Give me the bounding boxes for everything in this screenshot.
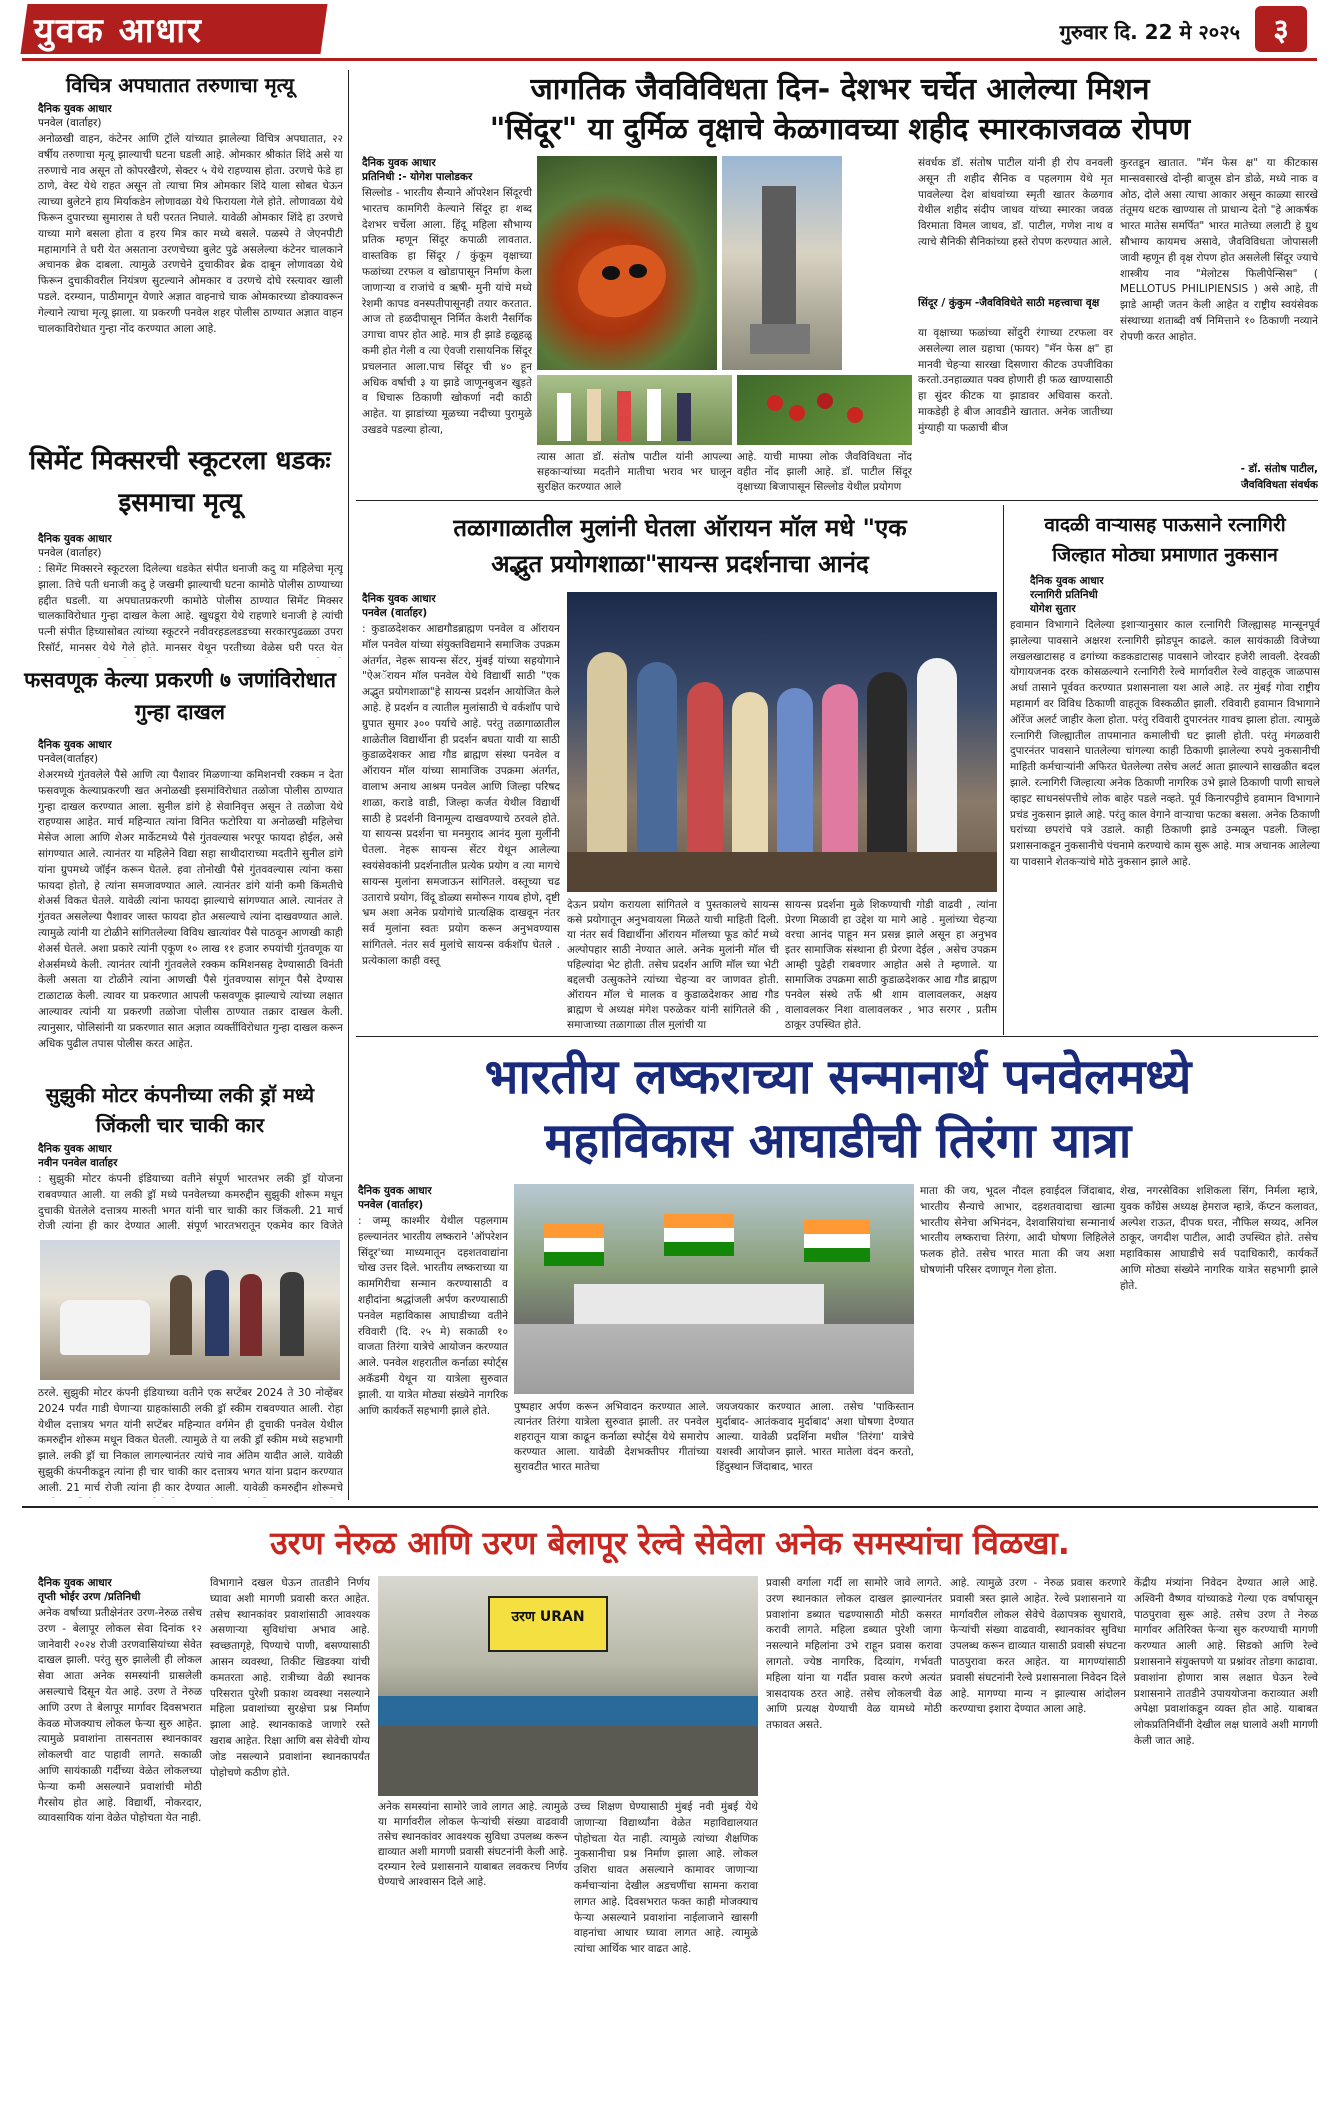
b1-body: सिल्लोड - भारतीय सैन्याने ऑपरेशन सिंदूरची भारतच कामगिरी केल्याने सिंदूर हा शब्द देशभर चर्चेला आला. हिंदू महिला सौभाग्य प्रतिक म्हणून सिंदूर कपाळी लावतात. वास्तविक हा सिंदूर / कुंकूम वृक्षाच्या फळांच्या टरफल व खोडापासून निर्माण केला जाणाऱ्या व राजांचे व ऋषी- मुनी यांचे मध्ये रेशमी कापड वनस्पतीपासूनही तयार करतात. आज तो हळदीपासून निर्मित केशरी नैसर्गिक उगाचा वापर होत आहे. मात्र ही झाडे हळूहळू कमी होत गेली व त्या ऐवजी रासायनिक सिंदूर प्रचलनात आला.पाच सिंदूर ची ४० हून अधिक वर्षाची ३ या झाडे जाणूनबुजन खुड़ते व धिचारू ठिकाणी खोकर्णा नदी काठी आहेत. या झाडांच्या मूळच्या नदीच्या पुरामुळे उखडवे पडल्या होत्या,: [362, 187, 532, 436]
b2-caption-1: देऊन प्रयोग करायला सांगितले व पुस्तकालचे सायन्स कसे प्रयोगातून अनुभवायला मिळते याची माहिती दिली. या नंतर सर्व विद्यार्थीना ऑरायन मॉलच्या फूड कोर्ट मध्ये अल्पोपहार साठी नेण्यात आले. अनेक मुलांनी मॉल ची पहिल्यांदा भेट होती. तसेच प्रदर्शन आणि मॉल च्या भेटी बद्दलची उत्सुकतेने त्यांच्या चेहऱ्या वर जाणवत होती. ऑरायन मॉल चे मालक व कुडाळदेशकर आद्य गौड ब्राह्मण चे अध्यक्ष मंगेश परुळेकर यांनी सांगितले की , समाजाच्या तळागाळा तील मुलांची या: [567, 899, 779, 1030]
b1-byline: दैनिक युवक आधार: [362, 157, 436, 169]
memorial-photo: [722, 156, 842, 370]
b2-caption-2: सायन्स प्रदर्शना मुळे शिकण्याची गोडी वाढवी , त्यांना प्रेरणा मिळावी हा उद्देश या मागे आहे . मुलांच्या चेहऱ्या वरचा आनंद पाहून मन प्रसन्न झाले असून हा अनुभव इतर सामाजिक संस्थाना ही प्रेरणा देईल , असेच उपक्रम आम्ही पुढेही राबवणार आहोत असे ते म्हणाले. या सामाजिक उपक्रमा साठी कुडाळदेशकर आद्य गौड ब्राह्मण पनवेल संस्थे तर्फे श्री शाम वालावलकर, अक्षय वालावलकर निशा वालावलकर , भाउ सरगर , प्रतीम ठाकूर उपस्थित होते.: [785, 899, 997, 1030]
b5-headline: उरण नेरुळ आणि उरण बेलापूर रेल्वे सेवेला अनेक समस्यांचा विळखा.: [270, 1524, 1070, 1562]
b1-column2: संवर्धक डॉ. संतोष पाटील यांनी ही रोप वनवली असून ती शहीद सैनिक व पहलगाम येथे मृत पावलेल्या देश बांधवांच्या स्मृती खातर केळगाव येथील शहीद संदीप जाधव यांच्या स्मारका जवळ विरमाता विमल जाधव, डॉ. पाटील, गणेश नाथ व त्याचे सैनिकी सैनिकांच्या हस्ते रोपण करण्यात आले.: [918, 157, 1113, 248]
b1-column2-body: या वृक्षाच्या फळांच्या सोंदुरी रंगाच्या टरफला वर असलेल्या लाल ग्रहाचा (फायर) "मॅन फेस क्ष" हा मानवी चेहऱ्या सारखा दिसणारा कीटक उपजीविका करतो.उनहाळ्यात पक्व होणारी ही फळ खाण्यासाठी हा सुंदर कीटक या झाडावर अधिवास करतो. माकडेही हे बीज आवडीने खातात. अनेक जातीच्या मुंग्याही या फळाची बीज: [918, 327, 1113, 434]
fruit-photo: [737, 375, 912, 445]
b3-body: हवामान विभागाने दिलेल्या इशाऱ्यानुसार काल रत्नागिरी जिल्ह्यासह मान्सूनपूर्व झालेल्या पावसाने अक्षरश रत्नागिरी झोडपून काढले. काल सायंकाळी विजेच्या लखलखाटासह व ढगांच्या कडकडाटासह पावसाने जोरदार हजेरी लावली. देरवळी योगायजनक दरक कोसळल्याने रत्नागिरी रेल्वे मार्गावरील रेल्वे वाहतूक जाळपास अर्धा तासाने पूर्ववत करण्यात प्रशासनाला यश आले आहे. तर मुंबई गोवा राष्ट्रीय महामार्ग वर विविध ठिकाणी वाहतूक विस्कळीत झाली. रविवारी हवामान विभागाने ऑरेंज अलर्ट जाहीर केला होता. परंतु रविवारी दुपारनंतर गावच झाला होता. त्यामुळे रत्नागिरी जिल्ह्यातील तापमानात कमालीची घट झाली होती. परंतु मंगळवारी दुपारनंतर पावसाने घातलेल्या चांगल्या काही ठिकाणी झालेल्या रुपये नुकसानीची माहिती कर्मचाऱ्यांनी अफिरत घेतलेल्या तसेच अलर्ट आता झाल्याने साखळीत बदल झाले. रत्नागिरी जिल्हात्या अनेक ठिकाणी नागरिक उभे झाले ठिकाणी पाणी साचले व्हाइट साधनसंपत्तीचे लोक बाहेर पडले नव्हते. पूर्व किनारपट्टीचे हवामान विभागाने प्रचंड नुकसान झाले आहे. परंतु काल वेगाने वाऱ्याचा फटका बसला. अनेक ठिकाणी घरांच्या छपरांचे पत्रे उडाले. काही ठिकाणी झाडे उन्मळून पडली. जिल्हा प्रशासनाकडून नुकसानीचे पंचनामे करण्याचे काम सुरू आहे. मात्र अचानक आलेल्या या पावसाने शेतकऱ्यांचे मोठे नुकसान झाले आहे.: [1010, 619, 1320, 868]
children-group-photo: [567, 592, 997, 892]
a4-place: नवीन पनवेल वार्ताहर: [38, 1157, 118, 1169]
b4-place: पनवेल (वार्ताहर): [358, 1199, 424, 1211]
b4-caption-2: जयजयकार करण्यात आला. तसेच 'पाकिस्तान मुर्दाबाद- आतंकवाद मुर्दाबाद' अशा घोषणा देण्यात आल्या. यावेळी प्रदर्शिना मधील 'तिरंगा' यात्रेचे यशस्वी आयोजन झाले. भारत मातेला वंदन करतो, हिंदुस्थान जिंदाबाद, भारत: [716, 1401, 914, 1473]
b3-reporter: योगेश सुतार: [1030, 603, 1076, 615]
a1-headline: विचित्र अपघातात तरुणाचा मृत्यू: [66, 73, 294, 97]
a3-headline: फसवणूक केल्या प्रकरणी ७ जणांविरोधात गुन्हा दाखल: [24, 668, 336, 724]
b1-bottom-rule: [356, 500, 1318, 501]
a3-byline: दैनिक युवक आधार: [38, 739, 112, 751]
b5-place: तृप्ती भोईर उरण /प्रतिनिधी: [38, 1591, 141, 1603]
a4-body-continued: ठरले. सुझुकी मोटर कंपनी इंडियाच्या वतीने एक सप्टेंबर 2024 ते 30 नोव्हेंबर 2024 पर्यंत गाडी घेणाऱ्या ग्राहकांसाठी लकी ड्रॉ स्कीम राबवण्यात आली. रोहा येथील दत्तात्रय भगत यांनी सप्टेंबर महिन्यात वर्गमेन ही दुचाकी पनवेल येथील कमरुद्दीन शोरूम मधून विकत घेतली. त्यामुळे ते या लकी ड्रॉ स्कीम मध्ये सहभागी झाले. लकी ड्रॉ चा निकाल लागल्यानंतर त्यांचे नाव अंतिम यादीत आले. यावेळी सुझुकी कंपनीकडून त्यांना ही चार चाकी कार दत्तात्रय भगत यांना प्रदान करण्यात आली. 21 मार्च रोजी त्यांना ही कार देण्यात आली. यावेळी कमरुद्दीन शोरूमचे: [38, 1387, 343, 1494]
b1-column2-subhead: सिंदूर / कुंकुम -जैवविविधेते साठी महत्त्वाचा वृक्ष: [918, 297, 1100, 309]
b3-byline: दैनिक युवक आधार: [1030, 575, 1104, 587]
b4-column3: माता की जय, भूदल नौदल हवाईदल जिंदाबाद, भारतीय सैन्याचे आभार, दहशतवादाचा खात्मा भारतीय सेनेचा अभिनंदन, देशवासियांचा सन्मानार्थ भारतीय लष्कराचा तिरंगा, आदी घोषणा लिहिलेले फलक होते. तसेच भारत माता की जय अशा घोषणांनी परिसर दणाणून गेला होता.: [920, 1185, 1115, 1276]
b5-byline: दैनिक युवक आधार: [38, 1577, 112, 1589]
a4-body: : सुझुकी मोटर कंपनी इंडियाच्या वतीने संपूर्ण भारतभर लकी ड्रॉ योजना राबवण्यात आली. या लकी ड्रॉ मध्ये पनवेलच्या कमरुद्दीन सुझुकी शोरूम मधून दुचाकी घेतलेले दत्तात्रय मारुती भगत यांनी चार चाकी कार जिंकली. 21 मार्च रोजी त्यांना ही कार देण्यात आली. संपूर्ण भारतभरातून एकमेव कार विजेते: [38, 1173, 343, 1233]
b2-place: पनवेल (वार्ताहर): [362, 607, 428, 619]
a3-body: शेअरमध्ये गुंतवलेले पैसे आणि त्या पैशावर मिळणाऱ्या कमिशनची रक्कम न देता फसवणूक केल्याप्रकरणी खत अनोळखी इसमांविरोधात तळोजा पोलीस ठाण्यात गुन्हा दाखल करण्यात आला. सुनील डांगे हे सेवानिवृत्त असून ते तळोजा येथे राहण्यास आहेत. मार्च महिन्यात त्यांना विनित फटोरिया या अनोळखी महिलेचा मेसेज आला आणि शेअर मार्केटमध्ये पैसे गुंतवल्यास भरपूर फायदा होईल, असे सांगण्यात आले. त्यानंतर या महिलेने विद्या सहा साथीदाराच्या मदतीने सुनील डांगे यांना ग्रुपमध्ये जॉईन करून घेतले. हवा तोनोखी पैसे गुंतववल्यास त्यांना कसा फायदा होतो, हे त्यांना समजावण्यात आले. त्यानंतर डांगे यांनी कमी किंमतीचे शेअर्स विकत घेतले. यावेळी त्यांना फायदा झाल्याचे सांगण्यात आले. त्यानंतर ते गुंतवत असलेल्या पैशावर जास्त फायदा होत असल्याचे त्यांना दाखवण्यात आले. त्यामुळे त्यांनी या टोळीने सांगितलेल्या विविध खात्यांवर पैसे पाठवून आणखी काही शेअर्स घेतले. अशा प्रकारे त्यांनी एकूण १० लाख ११ हजार रुपयांची गुंतवणूक या शेअर्समध्ये केली. त्यानंतर त्यांनी गुंतवलेले रक्कम कमिशनसह देण्यासाठी विनंती केली असता या टोळीने त्यांना आणखी पैसे गुंतवण्यास सांगून पैसे देण्यास टाळाटाळ केली. त्यावर या प्रकरणात आपली फसवणूक झाल्याचे त्यांच्या लक्षात आल्यावर त्यांनी या प्रकरणी तळोजा पोलीस ठाण्यात तक्रार दाखल केली. त्यानुसार, पोलिसांनी या प्रकरणात सात अज्ञात व्यक्तींविरोधात गुन्हा दाखल करून अधिक पुढील तपास पोलीस करत आहेत.: [38, 769, 343, 1050]
b4-headline-line1: भारतीय लष्कराच्या सन्मानार्थ पनवेलमध्ये: [484, 1049, 1192, 1105]
b5-body-4: प्रवासी वर्गाला गर्दी ला सामोरे जावे लागते. उरण स्थानकात लोकल दाखल झाल्यानंतर प्रवाशांना डब्यात चढण्यासाठी मोठी कसरत करावी लागते. महिला डब्यात पुरेशी जागा नसल्याने महिलांना उभे राहून प्रवास करावा लागतो. ज्येष्ठ नागरिक, दिव्यांग, गर्भवती महिला यांना या गर्दीत प्रवास करणे अत्यंत त्रासदायक ठरत आहे. तसेच लोकलची वेळ आणि प्रत्यक्ष येण्याची वेळ यामध्ये मोठी तफावत असते.: [766, 1577, 942, 1732]
b4-body: : जम्मू काश्मीर येथील पहलगाम हल्ल्यानंतर भारतीय लष्कराने 'ऑपरेशन सिंदूर'च्या माध्यमातून दहशतवाद्यांना चोख उत्तर दिले. भारतीय लष्कराच्या या कामगिरीचा सन्मान करण्यासाठी व शहीदांना श्रद्धांजली अर्पण करण्यासाठी पनवेल महाविकास आघाडीच्या वतीने रविवारी (दि. २५ मे) सकाळी १० वाजता तिरंगा यात्रेचे आयोजन करण्यात आले. पनवेल शहरातील कर्नाळा स्पोर्ट्स अकॅडमी येथून या यात्रेला सुरुवात झाली. या यात्रेत मोठ्या संख्येने नागरिक आणि कार्यकर्ते सहभागी झाले होते.: [358, 1215, 508, 1417]
b3-place: रत्नागिरी प्रतिनिधी: [1030, 589, 1098, 601]
a2-body: : सिमेंट मिक्सरने स्कूटरला दिलेल्या धडकेत संपीत धनाजी कदु या महिलेचा मृत्यू झाला. तिचे पती धनाजी कदु हे जखमी झाल्याची घटना कामोठे पोलीस ठाण्याच्या हद्दीत घडली. या अपघातप्रकरणी कामोठे पोलीस ठाण्यात सिमेंट मिक्सर चालकाविरोधात गुन्हा दाखल केला आहे. खुधडूरा येथे राहणारे धनाजी हे त्यांची पत्नी संपीत हिच्यासोबत त्यांच्या स्कूटरने नवीवरहडलडडच्या सरकारपुढळ्ळा उपरा रिसॉर्ट, मानसर येथे गेले होते. मानसर येथून परतीच्या वेळेस घरी परत येत: [38, 563, 343, 654]
tiranga-rally-photo: [514, 1184, 914, 1394]
b1-headline-line1: जागतिक जैवविविधता दिन- देशभर चर्चेत आलेल्या मिशन: [530, 72, 1150, 107]
b4-headline-line2: महाविकास आघाडीची तिरंगा यात्रा: [544, 1113, 1132, 1169]
b2-body: : कुडाळदेशकर आद्यगौडब्राह्मण पनवेल व ऑरायन मॉल पनवेल यांच्या संयुक्तविद्यमाने समाजिक उपक्रम अंतर्गत, नेहरू सायन्स सेंटर, मुंबई यांच्या सहयोगाने "ऐअॅरायन मॉल पनवेल येथे विद्यार्थी साठी "एक अद्भुत प्रयोगशाळा"हे सायन्स प्रदर्शन आयोजित केले आहे. हे प्रदर्शन व त्यातील मुलांसाठी चे वर्कशॉप पाचे ग्रुपात सुमार ३०० पर्याचे आहे. परंतु तळागाळातील शाळेतील विद्यार्थीना ही प्रदर्शन बघता यावी या साठी कुडाळदेशकर आद्य गौड ब्राह्मण संस्था पनवेल व ऑरायन मॉल यांच्या सामाजिक उपक्रमा अंतर्गत, वालाभ अनाथ आश्रम पनवेल आणि जिल्हा परिषद शाळा, कराडे वाडी, जिल्हा कर्जत येथील विद्यार्थी साठी हे प्रदर्शनी विनामूल्य दाखवण्याचे ठरवले होते. या सायन्स प्रदर्शना चा मनमुराद आनंद मुला मुलींनी घेतला. नेहरू सायन्स सेंटर येथून आलेल्या स्वयंसेवकांनी प्रदर्शनातील प्रत्येक प्रयोग व त्या मागचे सायन्स मुलांना समजाऊन सांगितले. वस्तूच्या चढ उताराचे प्रयोग, विंदू डोळ्या समोरून गायब होणे, दृष्टी भ्रम अशा अनेक प्रयोगांचे प्रात्यक्षिक दाखवून नंतर सर्व मुलांना स्वतः प्रयोग करून अनुभवण्यास सांगितले. नंतर सर्व मुलांचे सायन्स वर्कशॉप घेतले . प्रत्येकाला काही वस्तू: [362, 623, 560, 967]
masthead: [0, 0, 1339, 62]
masthead-date: गुरुवार दि. 22 मे २०२५: [1059, 20, 1240, 44]
b5-body-2: विभागाने दखल घेऊन तातडीने निर्णय घ्यावा अशी मागणी प्रवासी करत आहेत. तसेच स्थानकांवर प्रवाशांसाठी आवश्यक असणाऱ्या सुविधांचा अभाव आहे. स्वच्छतागृहे, पिण्याचे पाणी, बसण्यासाठी आसन व्यवस्था, तिकीट खिडक्या यांची कमतरता आहे. रात्रीच्या वेळी स्थानक परिसरात पुरेशी प्रकाश व्यवस्था नसल्याने महिला प्रवाशांच्या सुरक्षेचा प्रश्न निर्माण झाला आहे. स्थानकाकडे जाणारे रस्ते खराब आहेत. रिक्षा आणि बस सेवेची योग्य जोड नसल्याने प्रवाशांना स्थानकापर्यंत पोहोचणे कठीण होते.: [210, 1577, 370, 1779]
a1-byline: दैनिक युवक आधार: [38, 103, 112, 115]
b1-headline-line2: "सिंदूर" या दुर्मिळ वृक्षाचे केळगावच्या शहीद स्मारकाजवळ रोपण: [489, 112, 1191, 147]
a2-headline: सिमेंट मिक्सरची स्कूटरला धडकः इसमाचा मृत्यू: [29, 446, 331, 518]
uran-station-photo: [378, 1576, 758, 1796]
b5-top-rule: [22, 1506, 1318, 1508]
a2-place: पनवेल (वार्ताहर): [38, 547, 102, 559]
masthead-title: युवक आधार: [34, 11, 203, 51]
b5-caption: अनेक समस्यांना सामोरे जावे लागत आहे. त्यामुळे या मार्गावरील लोकल फेऱ्यांची संख्या वाढवावी तसेच स्थानकांवर आवश्यक सुविधा उपलब्ध करून द्याव्यात अशी मागणी प्रवासी संघटनांनी केली आहे. दरम्यान रेल्वे प्रशासनाने याबाबत लवकरच निर्णय घेण्याचे आश्वासन दिले आहे.: [378, 1801, 568, 1888]
people-photo: [537, 375, 732, 445]
b3-headline-line2: जिल्हात मोठ्या प्रमाणात नुकसान: [1052, 544, 1278, 566]
b2-headline-line2: अद्भुत प्रयोगशाळा"सायन्स प्रदर्शनाचा आनंद: [491, 550, 869, 578]
b4-caption-1: पुष्पहार अर्पण करून अभिवादन करण्यात आले. त्यानंतर तिरंगा यात्रेला सुरुवात झाली. तर पनवेल शहरातून यात्रा काढून कर्नाळा स्पोर्ट्स येथे समारोप करण्यात आला. यावेळी देशभक्तीपर गीतांच्या सुरावटीत भारत मातेचा: [514, 1401, 709, 1473]
b2-byline: दैनिक युवक आधार: [362, 593, 436, 605]
a3-place: पनवेल(वार्ताहर): [38, 753, 99, 765]
left-column-divider: [348, 70, 349, 1500]
page-number: ३: [1273, 13, 1289, 48]
b5-body-1: अनेक वर्षांच्या प्रतीक्षेनंतर उरण-नेरुळ तसेच उरण - बेलापूर लोकल सेवा दिनांक १२ जानेवारी २०२४ रोजी उरणवासियांच्या सेवेत दाखल झाली. परंतु सुरु झालेली ही लोकल सेवा आता अनेक समस्यांनी ग्रासलेली असल्याचे दिसून येत आहे. उरण ते नेरुळ आणि उरण ते बेलापूर मार्गावर दिवसभरात केवळ मोजक्याच लोकल फेऱ्या सुरु आहेत. त्यामुळे प्रवाशांना तासनतास स्थानकावर लोकलची वाट पाहावी लागते. सकाळी आणि सायंकाळी गर्दीच्या वेळेत लोकलच्या फेऱ्या कमी असल्याने प्रवाशांची मोठी गैरसोय होत आहे. विद्यार्थी, नोकरदार, व्यावसायिक यांना वेळेत पोहोचता येत नाही.: [38, 1607, 202, 1825]
b1-signature-name: - डॉ. संतोष पाटील,: [1240, 463, 1318, 475]
car-handover-photo: [40, 1240, 340, 1380]
b4-column4: शेख, नगरसेविका शशिकला सिंग, निर्मला म्हात्रे, युवक काँग्रेस अध्यक्ष हेमराज म्हात्रे, कॅप्टन कलावत, अल्पेश राऊत, दीपक घरत, नौफिल सय्यद, अनिल ठाकूर, जगदीश पाटील, आदी उपस्थित होते. तसेच महाविकास आघाडीचे सर्व पदाधिकारी, कार्यकर्ते आणि मोठ्या संख्येने नागरिक यात्रेत सहभागी झाले होते.: [1120, 1185, 1318, 1292]
b2-headline-line1: तळागाळातील मुलांनी घेतला ऑरायन मॉल मधे "एक: [453, 514, 907, 542]
a1-place: पनवेल (वार्ताहर): [38, 117, 102, 129]
b1-place: प्रतिनिधी :- योगेश पालोडकर: [362, 171, 473, 183]
station-sign-text: उरण URAN: [511, 1609, 585, 1625]
b5-body-5: आहे. त्यामुळे उरण - नेरुळ प्रवास करणारे प्रवासी त्रस्त झाले आहेत. रेल्वे प्रशासनाने या मार्गावरील लोकल सेवेचे वेळापत्रक सुधारावे, फेऱ्यांची संख्या वाढवावी, स्थानकांवर सुविधा उपलब्ध करून द्याव्यात यासाठी प्रवासी संघटना पाठपुरावा करत आहेत. या मागण्यांसाठी प्रवासी संघटनांनी रेल्वे प्रशासनाला निवेदन दिले आहे. मागण्या मान्य न झाल्यास आंदोलन करण्याचा इशारा देण्यात आला आहे.: [950, 1577, 1126, 1716]
b5-body-6: केंद्रीय मंत्र्यांना निवेदन देण्यात आले आहे. अश्विनी वैष्णव यांच्याकडे गेल्या एक वर्षापासून पाठपुरावा सुरू आहे. तसेच उरण ते नेरुळ मार्गावर अतिरिक्त फेऱ्या सुरु करण्याची मागणी करण्यात आली आहे. सिडको आणि रेल्वे प्रशासनाने संयुक्तपणे या प्रश्नांवर तोडगा काढावा. प्रवाशांना होणारा त्रास लक्षात घेऊन रेल्वे प्रशासनाने तातडीने उपाययोजना कराव्यात अशी अपेक्षा प्रवाशांकडून व्यक्त होत आहे. याबाबत लोकप्रतिनिधींनी देखील लक्ष घालावे अशी मागणी केली जात आहे.: [1134, 1577, 1318, 1747]
b1-caption-2: आहे. याची माफ्या लोक जैवविविधता नोंद वहीत नोंद झाली आहे. डॉ. पाटील सिंदूर वृक्षाच्या बिजापासून सिल्लोड येथील प्रयोगण: [737, 451, 912, 493]
b1-column3: कुरतडून खातात. "मॅन फेस क्ष" या कीटकास मान्सवसारखे दोन्ही बाजूस डोन डोळे, मध्ये नाक व ओठ, दोले असा त्याचा आकार असून काळ्या सारखे तंतूमय धटक खाण्यास तो प्राधान्य देतो "हे आकर्षक भारत मातेस समर्पित" भारत मातेच्या ललाटी हे ग्रुथ सौभाग्य कायमच असावे, जैवविविधता जोपासली जावी म्हणून ही वृक्ष रोपण होत असलेली सिंदूर ज्याचे शास्त्रीय नाव "मेलोटस फिलीपेन्सिस" ( MELLOTUS PHILIPIENSIS ) असे आहे, ती झाडे आम्ही जतन केली आहेत व राष्ट्रीय स्वयंसेवक संस्थाच्या शताब्दी वर्ष निमित्ताने १० ठिकाणी नव्याने रोपणी करत आहोत.: [1120, 157, 1318, 343]
b2-right-divider: [1003, 505, 1004, 1035]
b3-headline-line1: वादळी वाऱ्यासह पाऊसाने रत्नागिरी: [1044, 514, 1286, 536]
b2-bottom-rule: [356, 1036, 1318, 1037]
b1-signature-title: जैवविविधता संवर्धक: [1240, 479, 1318, 491]
b4-byline: दैनिक युवक आधार: [358, 1185, 432, 1197]
a4-byline: दैनिक युवक आधार: [38, 1143, 112, 1155]
a4-headline: सुझुकी मोटर कंपनीच्या लकी ड्रॉ मध्ये जिंकली चार चाकी कार: [45, 1083, 315, 1137]
b1-caption-1: त्यास आता डॉ. संतोष पाटील यांनी आपल्या सहकाऱ्यांच्या मदतीने मातीचा भराव भर घालून सुरक्षित करण्यात आले: [537, 451, 732, 493]
a2-byline: दैनिक युवक आधार: [38, 533, 112, 545]
b5-body-3: उच्च शिक्षण घेण्यासाठी मुंबई नवी मुंबई येथे जाणाऱ्या विद्यार्थ्यांना वेळेत महाविद्यालयात पोहोचता येत नाही. त्यामुळे त्यांच्या शैक्षणिक नुकसानीचा प्रश्न निर्माण झाला आहे. लोकल उशिरा धावत असल्याने कामावर जाणाऱ्या कर्मचाऱ्यांना देखील अडचणींचा सामना करावा लागत आहे. दिवसभरात फक्त काही मोजक्याच फेऱ्या असल्याने प्रवाशांना नाईलाजाने खासगी वाहनांचा आधार घ्यावा लागत आहे. त्यामुळे त्यांचा आर्थिक भार वाढत आहे.: [574, 1801, 758, 1956]
masthead-rule: [22, 58, 1317, 61]
a1-body: अनोळखी वाहन, कंटेनर आणि ट्रॉले यांच्यात झालेल्या विचित्र अपघातात, २२ वर्षीय तरुणाचा मृत्यू झाल्याची घटना घडली आहे. ओमकार श्रीकांत शिंदे असे या तरुणाचे नाव असून तो कोपरखैरणे, सेक्टर ५ येथे राहण्यास होता. उरणचे फेडे हा ठाणे, वेस्ट येथे राहत असून तो त्याचा मित्र ओमकार शिंदे याला सोबत घेऊन त्याच्या बुलेटने हाय मिर्याकडेन लोणावळा येथे फिरायला गेले होते. लोणावळा येथे फिरून दुपारच्या सुमारास ते घरी परतत निघाले. यावेळी ओमकार शिंदे हा उरणचे याच्या मागे बसला होता व हरय मित्र कार मध्ये बसले. पळस्पे ते जेएनपीटी महामार्गाने ते घरी येत असताना उरणचेच्या बुलेट पुढे असलेल्या कंटेनर चालकाने अचानक ब्रेक दाबला. त्यामुळे उरणचेने दुचाकीवर ब्रेक दाबून लोणावळा येथे फिरून दुचाकीवरील नियंत्रण सुटल्याने ओमकार व उरणचे दोघे रस्त्यावर खाली पडले. दरम्यान, पाठीमागून येणारे अज्ञात वाहनाचे चाक ओमकारच्या डोक्यावरून गेल्याने त्याचा मृत्यू झाला. या प्रकरणी पनवेल शहर पोलीस ठाण्यात अज्ञात वाहन चालकाविरोधात गुन्हा नोंद करण्यात आला आहे.: [38, 133, 343, 335]
bug-photo: [537, 156, 717, 370]
